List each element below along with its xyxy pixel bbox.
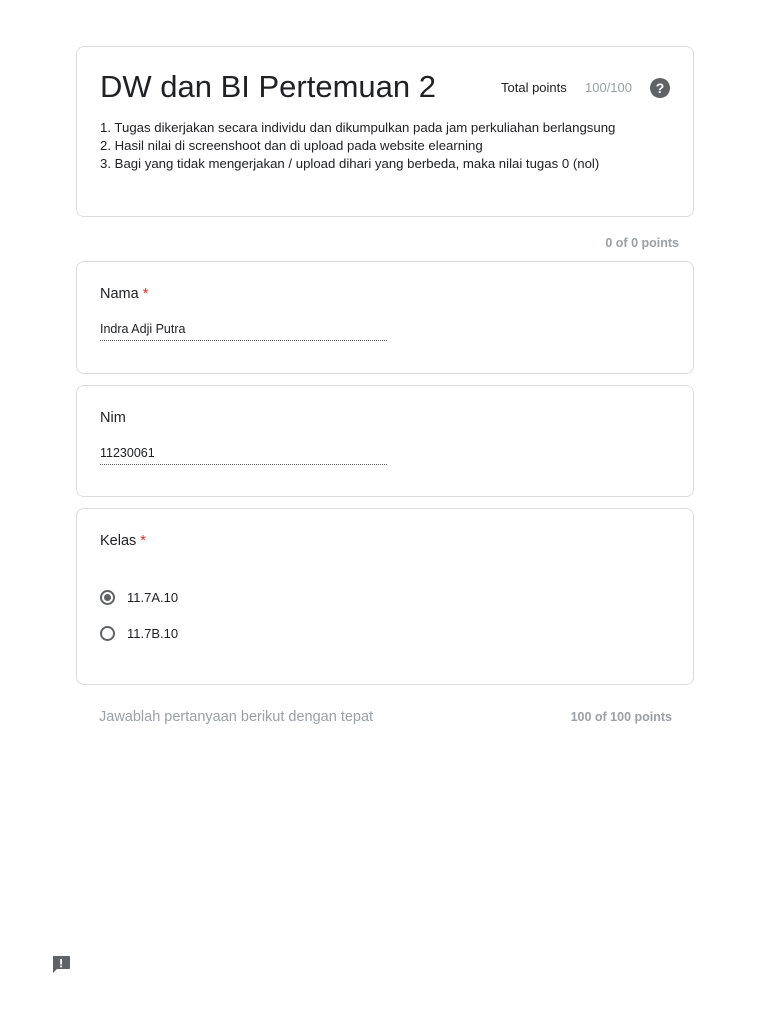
help-icon[interactable]: ? — [650, 78, 670, 98]
question-card-kelas — [76, 508, 694, 685]
radio-option-11-7b-10[interactable] — [100, 623, 178, 643]
question-label-nama — [100, 286, 148, 302]
total-points-value: 100/100 — [585, 80, 632, 95]
question-label-kelas — [100, 533, 146, 549]
answer-nama: Indra Adji Putra — [100, 322, 387, 341]
required-mark: * — [142, 286, 149, 302]
radio-option-11-7a-10[interactable] — [100, 587, 178, 607]
next-section-title: Jawablah pertanyaan berikut dengan tepat — [99, 709, 374, 725]
radio-button-selected[interactable] — [100, 590, 115, 605]
description-line: 2. Hasil nilai di screenshoot dan di upload pada website elearning — [100, 138, 483, 153]
answer-nim: 11230061 — [100, 446, 387, 465]
question-title: Nim — [100, 410, 126, 426]
question-title: Nama — [100, 286, 139, 302]
next-section-points: 100 of 100 points — [570, 710, 672, 724]
form-header-card — [76, 46, 694, 217]
form-title: DW dan BI Pertemuan 2 — [100, 69, 436, 104]
question-card-nama — [76, 261, 694, 374]
total-points-label: Total points — [501, 80, 567, 95]
description-line: 1. Tugas dikerjakan secara individu dan dikumpulkan pada jam perkuliahan berlangsung — [100, 120, 616, 135]
question-label-nim — [100, 410, 126, 426]
radio-option-label: 11.7A.10 — [127, 589, 179, 605]
section-points: 0 of 0 points — [605, 236, 679, 250]
radio-option-label: 11.7B.10 — [127, 625, 179, 641]
question-title: Kelas — [100, 533, 137, 549]
form-description — [100, 119, 615, 173]
report-icon[interactable] — [51, 955, 71, 974]
question-card-nim — [76, 385, 694, 497]
radio-button-unselected[interactable] — [100, 626, 115, 641]
required-mark: * — [140, 533, 146, 549]
description-line: 3. Bagi yang tidak mengerjakan / upload dihari yang berbeda, maka nilai tugas 0 (nol) — [100, 156, 600, 171]
